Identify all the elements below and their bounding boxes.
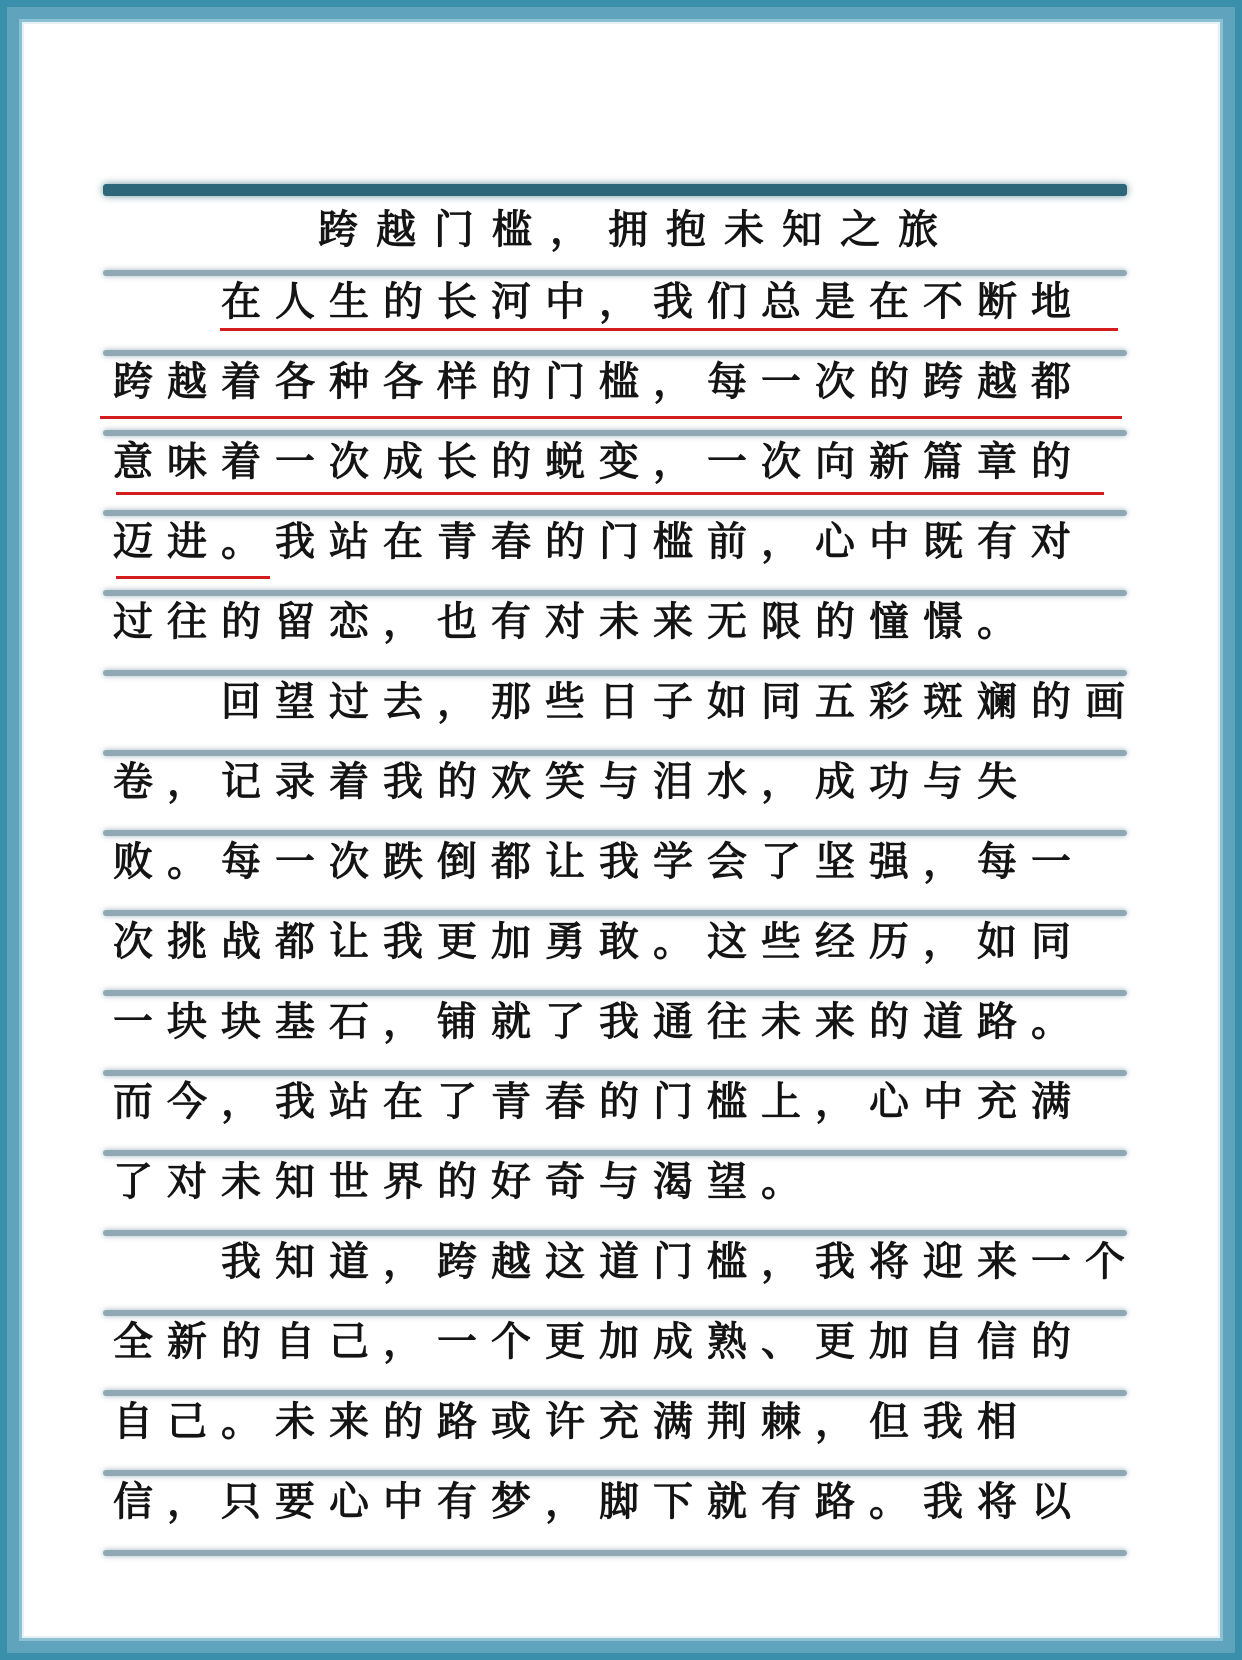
text-line-3: 意味着一次成长的蜕变，一次向新篇章的 <box>113 439 1085 485</box>
top-heavy-rule <box>103 184 1127 196</box>
red-underline-2 <box>100 416 1122 419</box>
text-line-12: 了对未知世界的好奇与渴望。 <box>113 1159 815 1205</box>
text-line-11: 而今，我站在了青春的门槛上，心中充满 <box>113 1079 1085 1125</box>
text-line-14: 全新的自己，一个更加成熟、更加自信的 <box>113 1319 1085 1365</box>
red-underline-4 <box>116 576 270 579</box>
text-line-2: 跨越着各种各样的门槛，每一次的跨越都 <box>113 359 1085 405</box>
text-line-8: 败。每一次跌倒都让我学会了坚强，每一 <box>113 839 1085 885</box>
red-underline-3 <box>116 492 1104 495</box>
text-line-5: 过往的留恋，也有对未来无限的憧憬。 <box>113 599 1031 645</box>
text-line-9: 次挑战都让我更加勇敢。这些经历，如同 <box>113 919 1085 965</box>
text-line-6: 回望过去，那些日子如同五彩斑斓的画 <box>113 679 1139 725</box>
essay-title: 跨越门槛，拥抱未知之旅 <box>318 207 956 253</box>
text-line-1: 在人生的长河中，我们总是在不断地 <box>113 279 1085 325</box>
text-line-10: 一块块基石，铺就了我通往未来的道路。 <box>113 999 1085 1045</box>
text-line-16: 信，只要心中有梦，脚下就有路。我将以 <box>113 1479 1085 1525</box>
red-underline-1 <box>220 328 1118 331</box>
text-line-13: 我知道，跨越这道门槛，我将迎来一个 <box>113 1239 1139 1285</box>
text-line-7: 卷，记录着我的欢笑与泪水，成功与失 <box>113 759 1031 805</box>
ruled-line <box>103 1550 1127 1556</box>
text-line-15: 自己。未来的路或许充满荆棘，但我相 <box>113 1399 1031 1445</box>
text-line-4: 迈进。我站在青春的门槛前，心中既有对 <box>113 519 1085 565</box>
